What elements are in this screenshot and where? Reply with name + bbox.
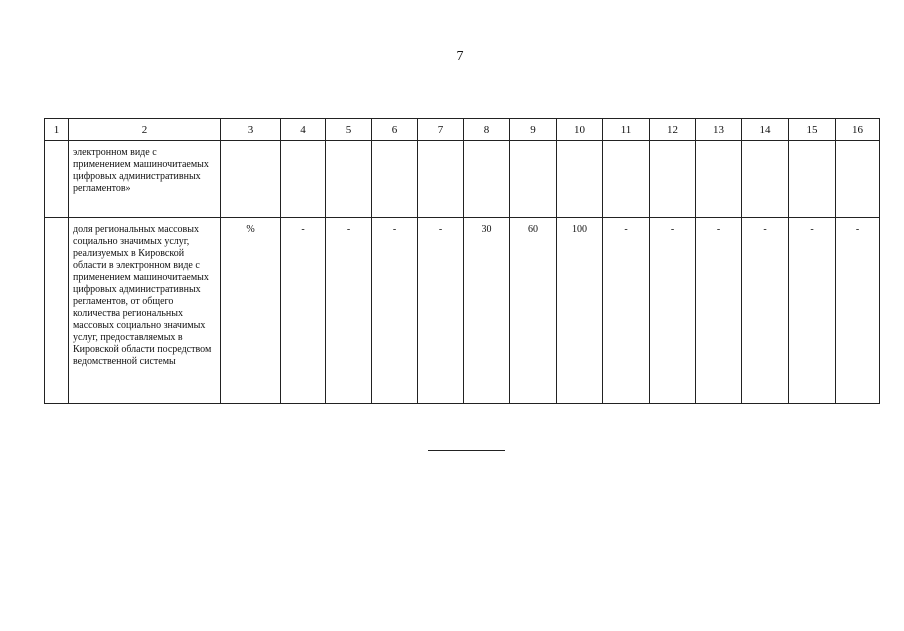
value-cell xyxy=(603,141,650,218)
value-cell: - xyxy=(326,218,372,404)
value-cell xyxy=(650,141,696,218)
value-cell xyxy=(221,141,281,218)
unit-cell: % xyxy=(221,218,281,404)
value-cell xyxy=(372,141,418,218)
value-cell xyxy=(789,141,836,218)
column-header: 7 xyxy=(418,119,464,141)
row-number-cell xyxy=(45,141,69,218)
column-header: 4 xyxy=(281,119,326,141)
closing-divider-line xyxy=(428,450,505,451)
value-cell xyxy=(326,141,372,218)
table-row xyxy=(45,141,880,218)
value-cell xyxy=(742,141,789,218)
value-cell: - xyxy=(372,218,418,404)
page-number: 7 xyxy=(456,49,464,64)
value-cell: - xyxy=(696,218,742,404)
indicator-description: доля региональных массовых социально значимых услуг, реализуемых в Кировской области в электронном виде с применением машиночитаемых цифровых административных регламентов, от общего количества региональных массовых социально значимых услуг, предоставляемых в Кировской области посредством ведомственной системы xyxy=(69,218,221,404)
table-row xyxy=(45,218,880,404)
value-cell: - xyxy=(603,218,650,404)
column-header: 16 xyxy=(836,119,880,141)
row-number-cell xyxy=(45,218,69,404)
value-cell: - xyxy=(650,218,696,404)
column-header: 2 xyxy=(69,119,221,141)
value-cell: - xyxy=(418,218,464,404)
column-header: 11 xyxy=(603,119,650,141)
value-cell: 100 xyxy=(557,218,603,404)
column-header: 10 xyxy=(557,119,603,141)
value-cell: 60 xyxy=(510,218,557,404)
column-header: 8 xyxy=(464,119,510,141)
value-cell: - xyxy=(281,218,326,404)
column-header: 5 xyxy=(326,119,372,141)
column-header: 6 xyxy=(372,119,418,141)
column-header: 9 xyxy=(510,119,557,141)
value-cell xyxy=(510,141,557,218)
column-header: 3 xyxy=(221,119,281,141)
table-header-row xyxy=(45,119,880,141)
value-cell: - xyxy=(789,218,836,404)
column-header: 12 xyxy=(650,119,696,141)
value-cell xyxy=(418,141,464,218)
value-cell xyxy=(836,141,880,218)
value-cell: 30 xyxy=(464,218,510,404)
column-header: 15 xyxy=(789,119,836,141)
value-cell xyxy=(696,141,742,218)
value-cell xyxy=(281,141,326,218)
column-header: 13 xyxy=(696,119,742,141)
column-header: 1 xyxy=(45,119,69,141)
value-cell xyxy=(557,141,603,218)
indicator-description: электронном виде с применением машиночитаемых цифровых административных регламентов» xyxy=(69,141,221,218)
column-header: 14 xyxy=(742,119,789,141)
value-cell: - xyxy=(836,218,880,404)
indicator-table xyxy=(44,118,880,404)
value-cell: - xyxy=(742,218,789,404)
value-cell xyxy=(464,141,510,218)
